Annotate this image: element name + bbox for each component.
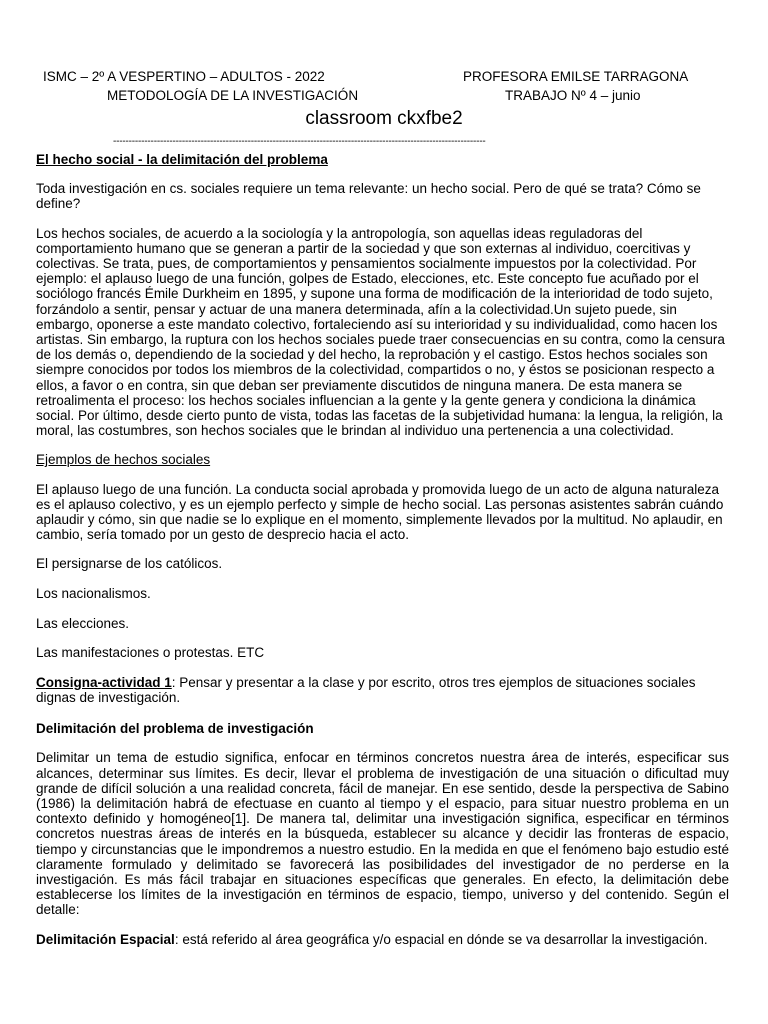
- classroom-code: classroom ckxfbe2: [305, 108, 463, 129]
- activity-label: Consigna-actividad 1: [36, 674, 172, 690]
- spatial-label: Delimitación Espacial: [36, 931, 175, 947]
- definition-paragraph: Los hechos sociales, de acuerdo a la sociología y la antropología, son aquellas ideas reguladoras del comportamiento humano que se generan a partir de la sociedad y que son externas al individuo, coercitivas y colectivas. Se trata, pues, de comportamientos y pensamientos socialmente impuestos por la colectividad. Por ejemplo: el aplauso luego de una función, golpes de Estado, elecciones, etc. Este concepto fue acuñado por el sociólogo francés Émile Durkheim en 1895, y supone una forma de modificación de la interioridad de todo sujeto, forzándolo a sentir, pensar y actuar de una manera determinada, afín a la colectividad.Un sujeto puede, sin embargo, oponerse a este mandato colectivo, fortaleciendo así su interioridad y su individualidad, como hacen los artistas. Sin embargo, la ruptura con los hechos sociales puede traer consecuencias en su contra, como la censura de los demás o, dependiendo de la sociedad y del hecho, la reprobación y el castigo. Estos hechos sociales son siempre conocidos por todos los miembros de la colectividad, compartidos o no, y éstos se posicionan respecto a ellos, a favor o en contra, sin que deban ser previamente discutidos de ninguna manera. De esta manera se retroalimenta el proceso: los hechos sociales influencian a la gente y la gente genera y condiciona la dinámica social. Por último, desde cierto punto de vista, todas las facetas de la subjetividad humana: la lengua, la religión, la moral, las costumbres, son hechos sociales que le brindan al individuo una pertenencia a una colectividad.: [36, 225, 725, 439]
- examples-title: Ejemplos de hechos sociales: [36, 452, 211, 468]
- example-item: Las manifestaciones o protestas. ETC: [36, 645, 265, 661]
- spatial-text: : está referido al área geográfica y/o espacial en dónde se va desarrollar la investigación.: [174, 931, 708, 947]
- document-body: [36, 152, 729, 961]
- header-subject: METODOLOGÍA DE LA INVESTIGACIÓN: [107, 88, 359, 103]
- activity-text: : Pensar y presentar a la clase y por escrito, otros tres ejemplos de situaciones sociales dignas de investigación.: [36, 674, 696, 706]
- header-institution: ISMC – 2º A VESPERTINO – ADULTOS - 2022: [43, 69, 325, 84]
- delimitation-paragraph: Delimitar un tema de estudio significa, enfocar en términos concretos nuestra área de interés, especificar sus alcances, determinar sus límites. Es decir, llevar el problema de investigación de una situación o dificultad muy grande de difícil solución a una realidad concreta, fácil de manejar. En ese sentido, desde la perspectiva de Sabino (1986) la delimitación habrá de efectuase en cuanto al tiempo y el espacio, para situar nuestro problema en un contexto definido y homogéneo[1]. De manera tal, delimitar una investigación significa, especificar en términos concretos nuestras áreas de interés en la búsqueda, establecer su alcance y decidir las fronteras de espacio, tiempo y circunstancias que le impondremos a nuestro estudio. En la medida en que el fenómeno bajo estudio esté claramente formulado y delimitado se favorecerá las posibilidades del investigador de no perderse en la investigación. Es más fácil trabajar en situaciones específicas que generales. En efecto, la delimitación debe establecerse los límites de la investigación en términos de espacio, tiempo, universo y del contenido. Según el detalle:: [36, 750, 729, 918]
- activity-instruction: [36, 675, 729, 705]
- section-title: El hecho social - la delimitación del problema: [36, 152, 328, 167]
- header-divider: -----------------------------------------------------------------------------------------------------------------------: [113, 137, 486, 147]
- example-item: El persignarse de los católicos.: [36, 556, 223, 572]
- delimitation-title: Delimitación del problema de investigación: [36, 721, 314, 737]
- intro-paragraph: Toda investigación en cs. sociales requiere un tema relevante: un hecho social. Pero de qué se trata? Cómo se define?: [36, 181, 701, 212]
- header-assignment: TRABAJO Nº 4 – junio: [505, 88, 641, 103]
- example-item: Los nacionalismos.: [36, 586, 151, 602]
- header-teacher: PROFESORA EMILSE TARRAGONA: [463, 69, 689, 84]
- example-applause-paragraph: El aplauso luego de una función. La conducta social aprobada y promovida luego de un acto de alguna naturaleza es el aplauso colectivo, y es un ejemplo perfecto y simple de hecho social. Las personas asistentes sabrán cuándo aplaudir y cómo, sin que nadie se lo explique en el momento, simplemente llevados por la multitud. No aplaudir, en cambio, sería tomado por un gesto de desprecio hacia el acto.: [36, 481, 724, 543]
- spatial-delimitation: [36, 932, 729, 947]
- example-item: Las elecciones.: [36, 615, 130, 631]
